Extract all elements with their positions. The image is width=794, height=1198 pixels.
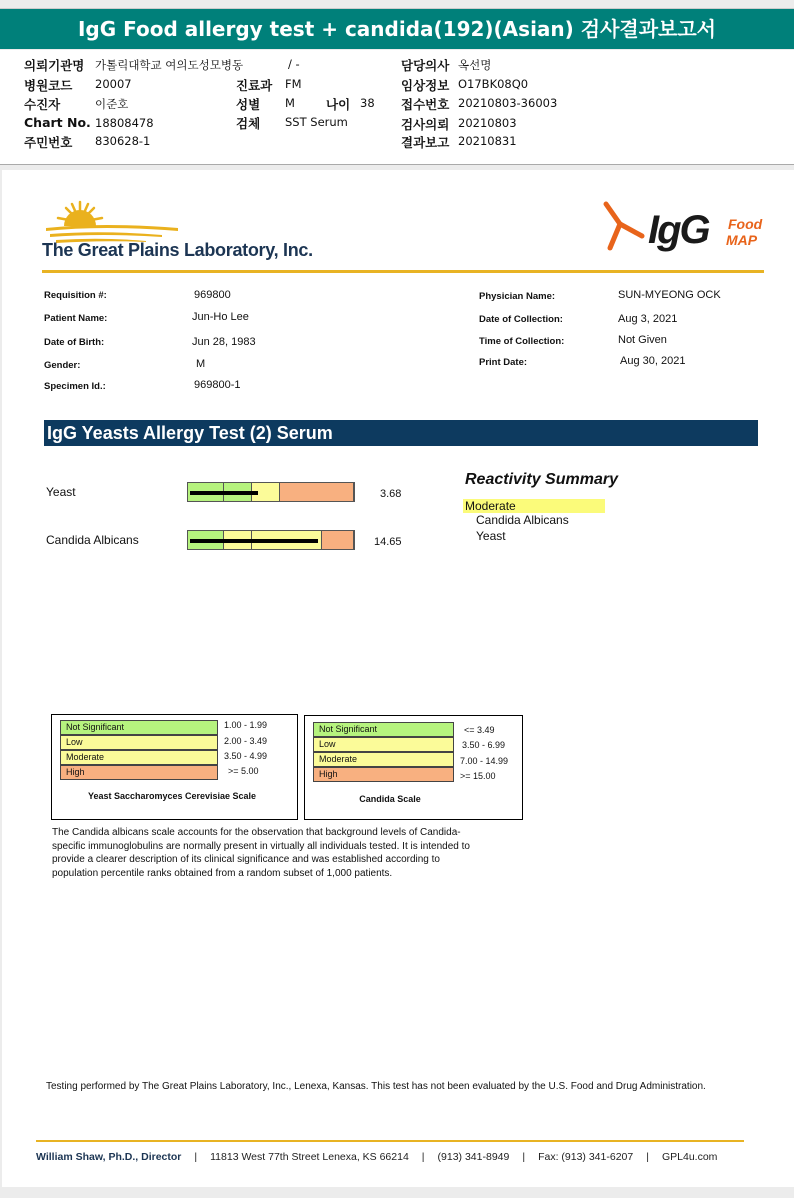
reactivity-item: Candida Albicans [476,513,569,527]
scale-row-range: >= 5.00 [228,766,259,776]
reactivity-level: Moderate [463,499,605,513]
age-value: 38 [360,96,375,110]
patient-value: 이준호 [95,97,129,111]
yeast-scale-box [51,714,298,820]
scale-row-label: High [319,769,338,779]
section-title: IgG Yeasts Allergy Test (2) Serum [47,423,333,443]
scale-row-label: Not Significant [66,722,125,732]
footer-address: 11813 West 77th Street Lenexa, KS 66214 [210,1151,409,1163]
result-fill-yeast [190,491,258,495]
header-divider [42,270,764,273]
yeast-scale-row [60,750,218,765]
patient-name-value: Jun-Ho Lee [192,311,249,323]
bar-segment-high [280,483,354,501]
logo-map-text: MAP [726,232,758,248]
gender-value: M [196,358,206,370]
gender-label: Gender: [44,360,81,371]
order-info-panel [0,50,794,165]
scale-row-range: 2.00 - 3.49 [224,736,268,746]
clinical-label: 임상정보 [401,78,450,93]
footer-sep: | [522,1151,526,1163]
patient-label: 수진자 [24,97,61,112]
candida-scale-caption: Candida Scale [359,794,421,804]
disclaimer-text: Testing performed by The Great Plains Laboratory, Inc., Lenexa, Kansas. This test has not been evaluated by the U.S. Food and Drug Administration. [46,1081,706,1092]
yeast-scale-caption: Yeast Saccharomyces Cerevisiae Scale [87,791,257,801]
lab-report-page [2,170,794,1187]
bar-segment-high [322,531,354,549]
candida-scale-row [313,767,454,782]
receipt-value: 20210803-36003 [458,96,558,110]
specimen-id-label: Specimen Id.: [44,381,106,392]
logo-food-text: Food [728,216,763,232]
footer-fax: Fax: (913) 341-6207 [538,1151,634,1163]
result-value-yeast: 3.68 [380,488,402,500]
scale-row-range: >= 15.00 [460,771,496,781]
physician-label: Physician Name: [479,291,556,302]
sex-value: M [285,96,295,110]
report-date-value: 20210831 [458,134,517,148]
request-label: 검사의뢰 [401,117,450,132]
sex-label: 성별 [236,97,261,112]
result-value-candida: 14.65 [374,536,402,548]
requisition-label: Requisition #: [44,290,107,301]
sun-logo-icon [42,196,182,244]
yeast-scale-row [60,765,218,780]
dept-value: FM [285,77,302,91]
dob-value: Jun 28, 1983 [192,336,256,348]
scale-row-range: 1.00 - 1.99 [224,720,268,730]
doctor-label: 담당의사 [401,58,450,73]
footer-divider [36,1140,744,1142]
result-label-yeast: Yeast [46,485,76,499]
print-date-label: Print Date: [479,357,528,368]
footer-phone: (913) 341-8949 [437,1151,510,1163]
physician-value: SUN-MYEONG OCK [618,289,721,301]
yeast-scale-row [60,720,218,735]
footer-website-link[interactable]: GPL4u.com [661,1151,718,1163]
scale-row-label: Low [66,737,83,747]
scale-row-range: 3.50 - 6.99 [462,740,506,750]
candida-scale-row [313,752,454,767]
specimen-value: SST Serum [285,115,348,129]
collection-time-label: Time of Collection: [479,336,565,347]
candida-scale-note: The Candida albicans scale accounts for the observation that background levels of Candida-specific immunoglobulins are normally present in virtually all individuals tested. It is intended to provide a clearer description of its clinical significance and was established according to population percentile ranks obtained from a random subset of 1,000 patients. [52,827,470,879]
result-fill-candida [190,539,318,543]
requisition-value: 969800 [194,289,231,301]
scale-row-range: <= 3.49 [464,725,495,735]
report-date-label: 결과보고 [401,135,450,150]
inst-slash: / - [288,57,300,71]
scale-row-label: Moderate [66,752,105,762]
candida-scale-row [313,737,454,752]
code-label: 병원코드 [24,78,73,93]
report-title-bar [0,8,794,49]
doctor-value: 옥선명 [458,58,492,72]
footer [36,1151,717,1163]
candida-scale-box [304,715,523,820]
report-title: IgG Food allergy test + candida(192)(Asian) 검사결과보고서 [77,17,717,41]
antibody-icon [600,198,650,254]
scale-row-label: Low [319,739,336,749]
collection-time-value: Not Given [618,334,667,346]
yeast-scale-row [60,735,218,750]
specimen-id-value: 969800-1 [194,379,241,391]
patient-name-label: Patient Name: [44,313,108,324]
scale-row-label: Not Significant [319,724,378,734]
code-value: 20007 [95,77,132,91]
result-bar-yeast [187,482,355,502]
footer-director: William Shaw, Ph.D., Director [36,1151,182,1163]
dob-label: Date of Birth: [44,337,105,348]
inst-label: 의뢰기관명 [24,58,85,73]
result-label-candida: Candida Albicans [46,533,139,547]
reactivity-item: Yeast [476,529,506,543]
scale-row-range: 3.50 - 4.99 [224,751,268,761]
scale-row-range: 7.00 - 14.99 [460,756,509,766]
collection-date-value: Aug 3, 2021 [618,313,678,325]
inst-value: 가톨릭대학교 여의도성모병동 [95,58,244,72]
clinical-value: O17BK08Q0 [458,77,529,91]
reactivity-summary-title: Reactivity Summary [465,471,618,488]
logo-igg-text: IgG [648,208,709,252]
scale-row-label: High [66,767,85,777]
section-title-band [44,420,758,446]
chart-label: Chart No. [24,115,91,130]
lab-name: The Great Plains Laboratory, Inc. [42,240,313,260]
scale-row-label: Moderate [319,754,358,764]
rrn-value: 830628-1 [95,134,151,148]
age-label: 나이 [326,97,351,112]
footer-sep: | [646,1151,649,1163]
receipt-label: 접수번호 [401,97,450,112]
footer-sep: | [421,1151,425,1163]
chart-value: 18808478 [95,116,154,130]
print-date-value: Aug 30, 2021 [620,355,686,367]
request-value: 20210803 [458,116,517,130]
candida-scale-row [313,722,454,737]
footer-sep: | [194,1151,198,1163]
dept-label: 진료과 [236,78,273,93]
result-bar-candida [187,530,355,550]
specimen-label: 검체 [236,116,261,131]
collection-date-label: Date of Collection: [479,314,563,325]
rrn-label: 주민번호 [24,135,73,150]
